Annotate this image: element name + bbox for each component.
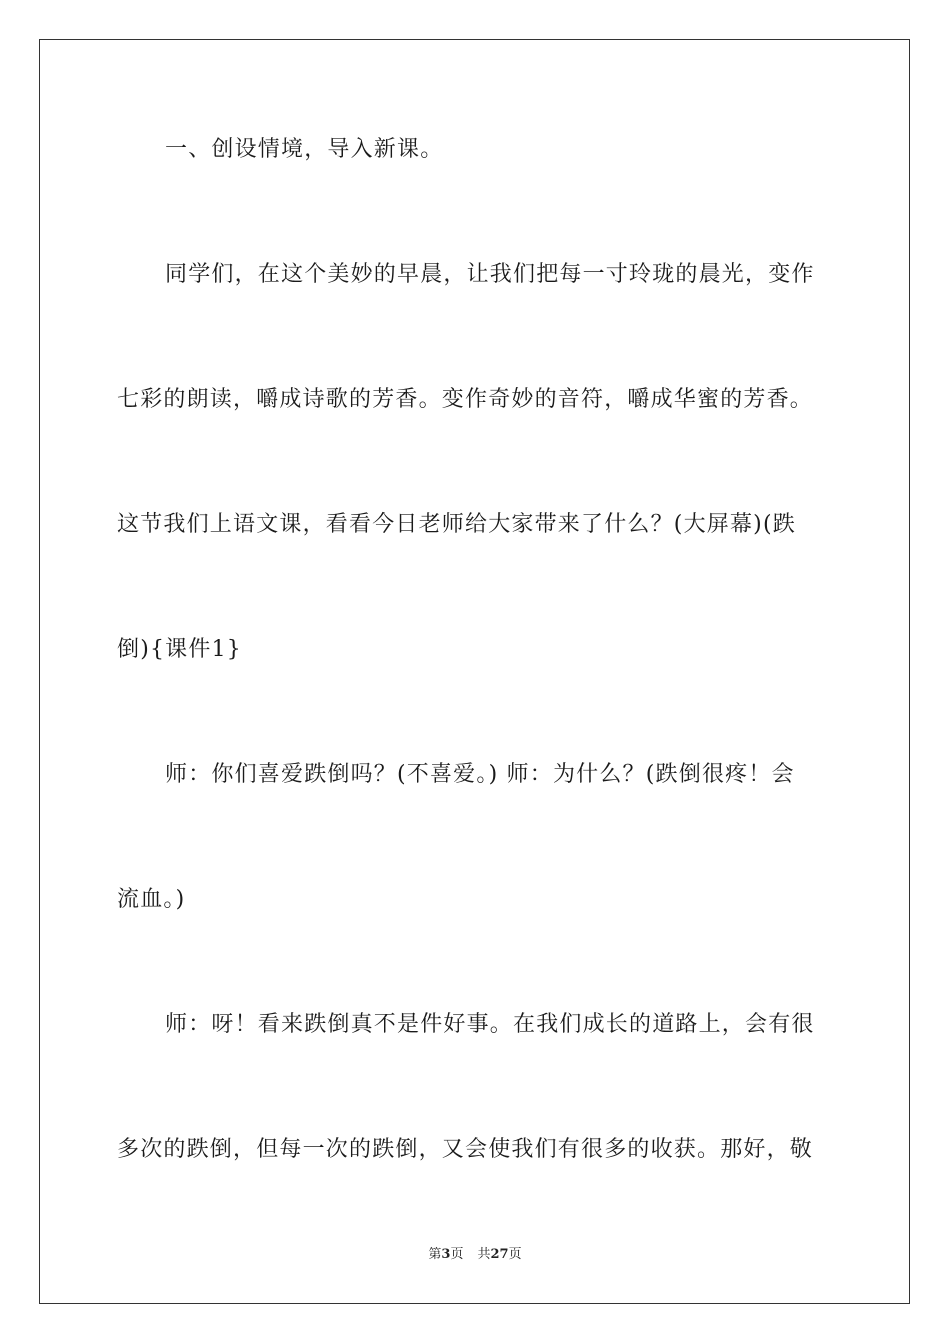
total-pages: 27 [490,1247,509,1262]
page-footer [0,1246,950,1264]
paragraph-line: 七彩的朗读，嚼成诗歌的芳香。变作奇妙的音符，嚼成华蜜的芳香。 [117,387,814,412]
paragraph-line: 倒){课件1} [117,637,242,662]
paragraph-line: 流血。) [117,887,186,912]
paragraph-line: 同学们，在这个美妙的早晨，让我们把每一寸玲珑的晨光，变作 [165,262,815,287]
paragraph-line: 师：你们喜爱跌倒吗？(不喜爱。) 师：为什么？(跌倒很疼！会 [165,762,795,787]
paragraph-line: 这节我们上语文课，看看今日老师给大家带来了什么？(大屏幕)(跌 [117,512,796,537]
total-suffix: 页 [508,1247,522,1262]
total-prefix: 共 [477,1247,491,1262]
page-number: 3 [441,1247,451,1262]
page-prefix: 第 [428,1247,442,1262]
paragraph-line: 多次的跌倒，但每一次的跌倒，又会使我们有很多的收获。那好，敬 [117,1137,814,1162]
section-heading: 一、创设情境，导入新课。 [165,137,444,162]
page-suffix: 页 [450,1247,464,1262]
paragraph-line: 师：呀！看来跌倒真不是件好事。在我们成长的道路上，会有很 [165,1012,815,1037]
page-frame [39,39,910,1304]
